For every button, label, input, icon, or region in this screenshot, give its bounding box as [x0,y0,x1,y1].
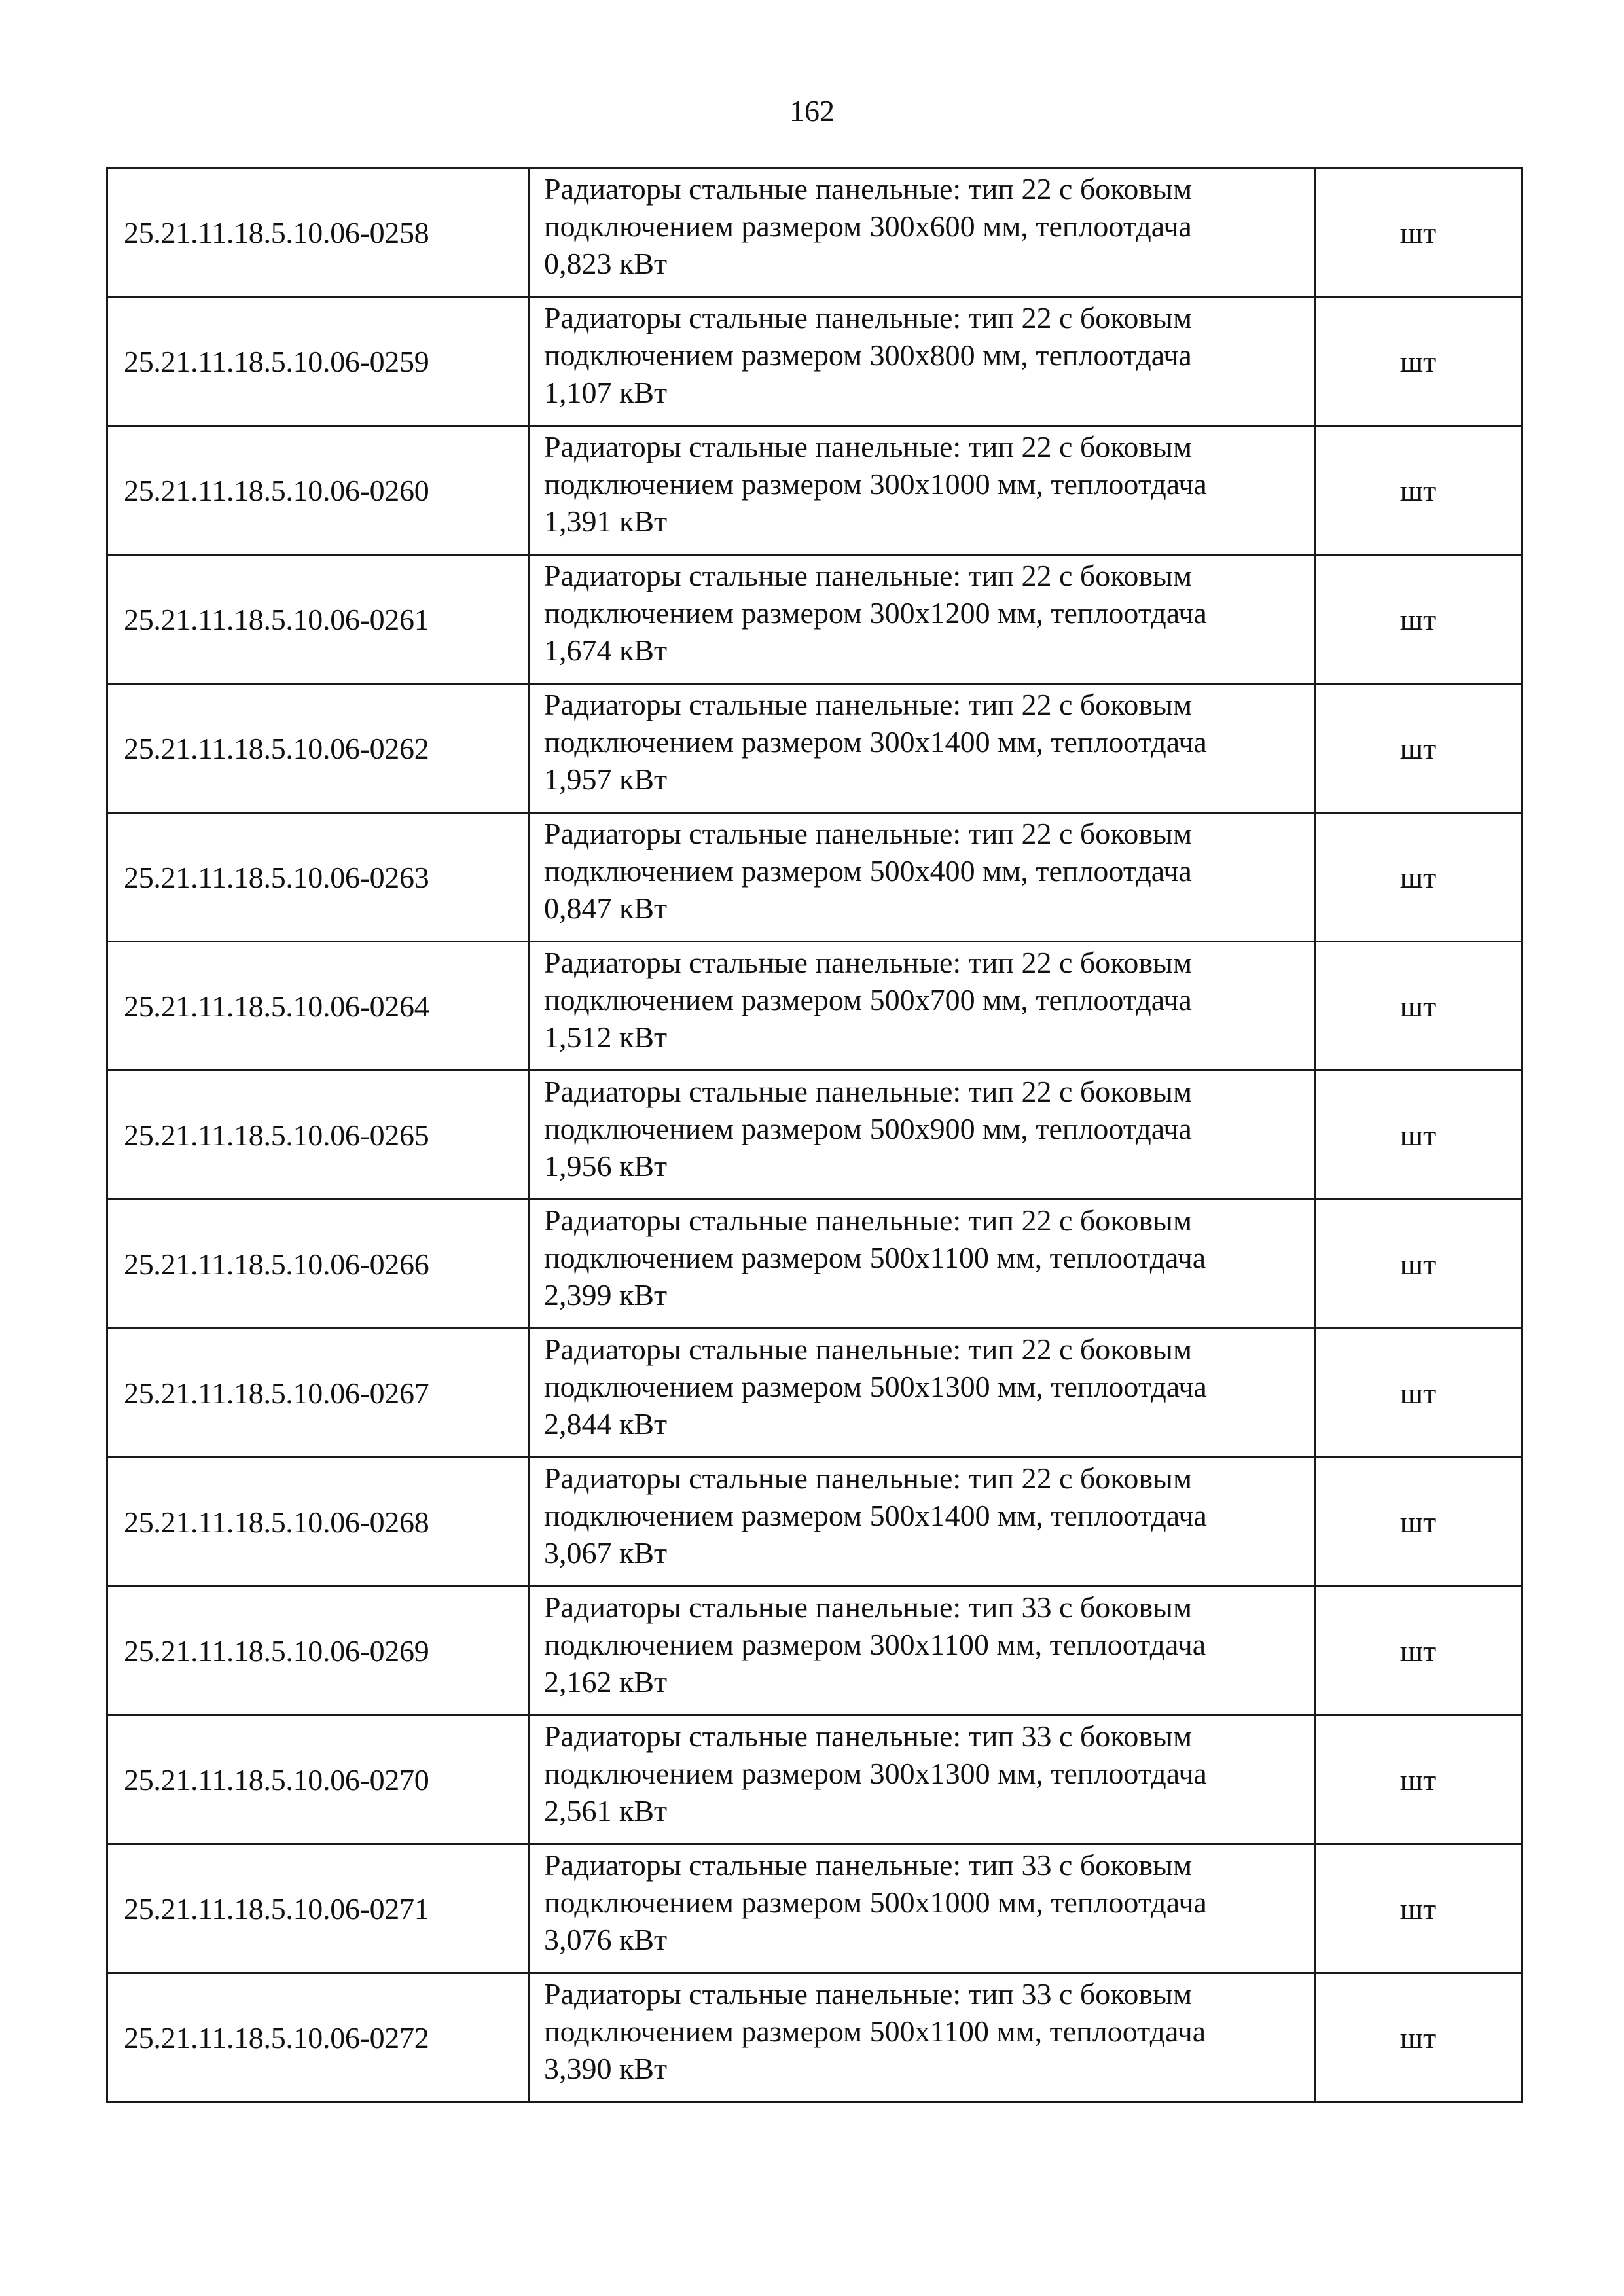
resource-description-cell [529,1458,1315,1587]
resource-description-cell [529,168,1315,297]
description-line: подключением размером 300х800 мм, теплоотдача [544,338,1192,372]
description-line: Радиаторы стальные панельные: тип 22 с боковым [544,430,1193,463]
resource-description-cell [529,1200,1315,1329]
resource-code-cell: 25.21.11.18.5.10.06-0270 [107,1715,529,1844]
resource-code-cell: 25.21.11.18.5.10.06-0271 [107,1844,529,1973]
unit-of-measure-cell: шт [1315,1587,1522,1715]
table-body [107,168,1522,2102]
description-line: Радиаторы стальные панельные: тип 33 с боковым [544,1977,1193,2011]
unit-of-measure-cell: шт [1315,426,1522,555]
resource-code-cell: 25.21.11.18.5.10.06-0265 [107,1071,529,1200]
resource-description-cell [529,813,1315,942]
unit-of-measure-cell: шт [1315,1200,1522,1329]
description-line: Радиаторы стальные панельные: тип 22 с боковым [544,1075,1193,1108]
description-line: подключением размером 500х1300 мм, теплоотдача [544,1370,1207,1403]
description-line: подключением размером 500х1000 мм, теплоотдача [544,1886,1207,1919]
description-line: 1,956 кВт [544,1149,668,1183]
table-row [107,1329,1522,1458]
resource-description-cell [529,1715,1315,1844]
table-row [107,1200,1522,1329]
table-row [107,426,1522,555]
unit-of-measure-cell: шт [1315,168,1522,297]
resource-description-cell [529,1844,1315,1973]
resource-description-cell [529,1587,1315,1715]
page-number: 162 [789,94,835,128]
description-line: 3,067 кВт [544,1536,668,1570]
table-row [107,813,1522,942]
description-line: Радиаторы стальные панельные: тип 22 с боковым [544,688,1193,721]
table-row [107,942,1522,1071]
unit-of-measure-cell: шт [1315,555,1522,684]
description-line: подключением размером 500х900 мм, теплоотдача [544,1112,1192,1145]
description-line: Радиаторы стальные панельные: тип 33 с боковым [544,1719,1193,1753]
description-line: подключением размером 300х1300 мм, теплоотдача [544,1757,1207,1790]
description-line: подключением размером 300х1200 мм, теплоотдача [544,596,1207,630]
unit-of-measure-cell: шт [1315,1715,1522,1844]
unit-of-measure-cell: шт [1315,297,1522,426]
description-line: Радиаторы стальные панельные: тип 22 с боковым [544,172,1193,206]
resource-code-cell: 25.21.11.18.5.10.06-0267 [107,1329,529,1458]
table-row [107,1071,1522,1200]
resource-code-cell: 25.21.11.18.5.10.06-0260 [107,426,529,555]
description-line: 2,561 кВт [544,1794,668,1827]
resource-description-cell [529,426,1315,555]
resource-description-cell [529,684,1315,813]
resource-code-cell: 25.21.11.18.5.10.06-0263 [107,813,529,942]
description-line: подключением размером 300х1000 мм, теплоотдача [544,467,1207,501]
resource-description-cell [529,555,1315,684]
description-line: подключением размером 500х700 мм, теплоотдача [544,983,1192,1016]
table-row [107,297,1522,426]
unit-of-measure-cell: шт [1315,942,1522,1071]
description-line: 1,674 кВт [544,634,668,667]
description-line: 0,823 кВт [544,247,668,280]
unit-of-measure-cell: шт [1315,1329,1522,1458]
unit-of-measure-cell: шт [1315,1973,1522,2102]
resource-code-cell: 25.21.11.18.5.10.06-0259 [107,297,529,426]
description-line: Радиаторы стальные панельные: тип 22 с боковым [544,946,1193,979]
table-row [107,1458,1522,1587]
unit-of-measure-cell: шт [1315,1071,1522,1200]
description-line: Радиаторы стальные панельные: тип 22 с боковым [544,559,1193,592]
description-line: 1,512 кВт [544,1020,668,1054]
table-row [107,1587,1522,1715]
description-line: 2,399 кВт [544,1278,668,1312]
resource-code-cell: 25.21.11.18.5.10.06-0268 [107,1458,529,1587]
description-line: 1,107 кВт [544,376,668,409]
description-line: Радиаторы стальные панельные: тип 33 с боковым [544,1590,1193,1624]
resource-code-cell: 25.21.11.18.5.10.06-0264 [107,942,529,1071]
resource-code-cell: 25.21.11.18.5.10.06-0262 [107,684,529,813]
description-line: подключением размером 300х1400 мм, теплоотдача [544,725,1207,759]
description-line: 3,390 кВт [544,2052,668,2085]
resource-code-cell: 25.21.11.18.5.10.06-0258 [107,168,529,297]
unit-of-measure-cell: шт [1315,1458,1522,1587]
description-line: 2,844 кВт [544,1407,668,1441]
description-line: Радиаторы стальные панельные: тип 33 с боковым [544,1848,1193,1882]
unit-of-measure-cell: шт [1315,1844,1522,1973]
table-row [107,168,1522,297]
description-line: подключением размером 300х1100 мм, теплоотдача [544,1628,1206,1661]
table-row [107,1715,1522,1844]
description-line: подключением размером 300х600 мм, теплоотдача [544,209,1192,243]
description-line: Радиаторы стальные панельные: тип 22 с боковым [544,301,1193,334]
resource-description-cell [529,1973,1315,2102]
unit-of-measure-cell: шт [1315,684,1522,813]
resource-description-cell [529,297,1315,426]
table-row [107,1844,1522,1973]
description-line: Радиаторы стальные панельные: тип 22 с боковым [544,1333,1193,1366]
description-line: 2,162 кВт [544,1665,668,1698]
table-row [107,1973,1522,2102]
resource-description-cell [529,1329,1315,1458]
description-line: 1,957 кВт [544,762,668,796]
description-line: Радиаторы стальные панельные: тип 22 с боковым [544,817,1193,850]
resource-code-cell: 25.21.11.18.5.10.06-0269 [107,1587,529,1715]
description-line: подключением размером 500х1100 мм, теплоотдача [544,1241,1206,1274]
description-line: 0,847 кВт [544,891,668,925]
description-line: подключением размером 500х1400 мм, теплоотдача [544,1499,1207,1532]
description-line: Радиаторы стальные панельные: тип 22 с боковым [544,1204,1193,1237]
resource-description-cell [529,942,1315,1071]
description-line: 3,076 кВт [544,1923,668,1956]
resource-table [106,167,1523,2103]
resource-code-cell: 25.21.11.18.5.10.06-0272 [107,1973,529,2102]
table-row [107,684,1522,813]
resource-code-cell: 25.21.11.18.5.10.06-0261 [107,555,529,684]
description-line: подключением размером 500х1100 мм, теплоотдача [544,2015,1206,2048]
resource-description-cell [529,1071,1315,1200]
resource-code-cell: 25.21.11.18.5.10.06-0266 [107,1200,529,1329]
description-line: 1,391 кВт [544,505,668,538]
description-line: Радиаторы стальные панельные: тип 22 с боковым [544,1462,1193,1495]
table-row [107,555,1522,684]
unit-of-measure-cell: шт [1315,813,1522,942]
description-line: подключением размером 500х400 мм, теплоотдача [544,854,1192,888]
